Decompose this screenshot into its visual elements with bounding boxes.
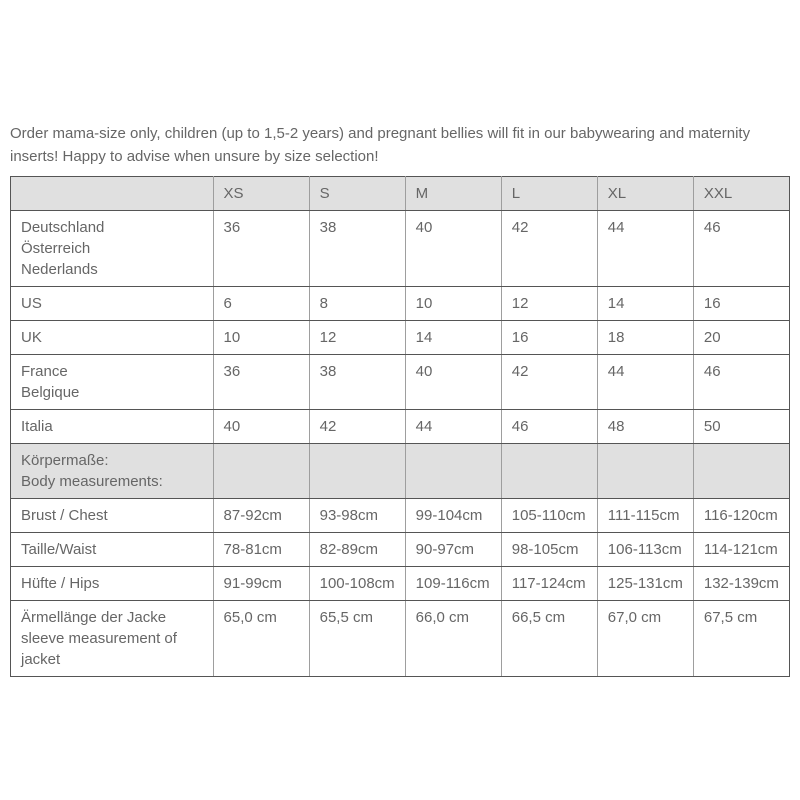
value-cell: 12: [309, 321, 405, 355]
section-label-line: Body measurements:: [21, 473, 163, 490]
value-cell: 10: [213, 321, 309, 355]
value-cell: 16: [501, 321, 597, 355]
table-row-hips: [11, 567, 790, 601]
header-cell-s: S: [309, 177, 405, 211]
section-label-line: Körpermaße:: [21, 452, 109, 469]
value-cell: 44: [597, 355, 693, 410]
header-cell-empty: [11, 177, 214, 211]
value-cell: 48: [597, 410, 693, 444]
value-cell: 6: [213, 287, 309, 321]
header-cell-xs: XS: [213, 177, 309, 211]
row-label-line: Belgique: [21, 384, 80, 401]
value-cell: 105-110cm: [501, 499, 597, 533]
row-label-line: Österreich: [21, 240, 91, 257]
value-cell: 38: [309, 355, 405, 410]
value-cell: 20: [693, 321, 789, 355]
section-label: [11, 444, 214, 499]
value-cell: 44: [597, 211, 693, 287]
value-cell: [309, 444, 405, 499]
table-row-france: [11, 355, 790, 410]
value-cell: [213, 444, 309, 499]
intro-text: Order mama-size only, children (up to 1,5-2 years) and pregnant bellies will fit in our babywearing and maternity inserts! Happy to advise when unsure by size selection!: [10, 125, 751, 165]
value-cell: 40: [405, 355, 501, 410]
value-cell: 100-108cm: [309, 567, 405, 601]
table-row-deutschland: [11, 211, 790, 287]
row-label: Taille/Waist: [11, 533, 214, 567]
row-label: [11, 601, 214, 677]
value-cell: 132-139cm: [693, 567, 789, 601]
value-cell: 106-113cm: [597, 533, 693, 567]
value-cell: 87-92cm: [213, 499, 309, 533]
value-cell: 78-81cm: [213, 533, 309, 567]
value-cell: 50: [693, 410, 789, 444]
value-cell: 67,5 cm: [693, 601, 789, 677]
value-cell: 38: [309, 211, 405, 287]
table-row-italia: [11, 410, 790, 444]
size-chart-table: [10, 176, 790, 677]
table-row-us: [11, 287, 790, 321]
value-cell: 66,0 cm: [405, 601, 501, 677]
row-label-line: Deutschland: [21, 219, 105, 236]
value-cell: 36: [213, 211, 309, 287]
row-label: Brust / Chest: [11, 499, 214, 533]
value-cell: 125-131cm: [597, 567, 693, 601]
header-cell-xxl: XXL: [693, 177, 789, 211]
row-label-line: Nederlands: [21, 261, 98, 278]
value-cell: 14: [597, 287, 693, 321]
row-label-line: sleeve measurement of jacket: [21, 630, 177, 668]
header-cell-m: M: [405, 177, 501, 211]
value-cell: 111-115cm: [597, 499, 693, 533]
table-row-uk: [11, 321, 790, 355]
row-label: [11, 211, 214, 287]
row-label: Italia: [11, 410, 214, 444]
header-cell-xl: XL: [597, 177, 693, 211]
value-cell: 42: [501, 211, 597, 287]
value-cell: 40: [405, 211, 501, 287]
value-cell: 65,0 cm: [213, 601, 309, 677]
value-cell: 93-98cm: [309, 499, 405, 533]
value-cell: 117-124cm: [501, 567, 597, 601]
value-cell: 114-121cm: [693, 533, 789, 567]
table-header-row: [11, 177, 790, 211]
value-cell: [501, 444, 597, 499]
value-cell: 12: [501, 287, 597, 321]
value-cell: 10: [405, 287, 501, 321]
value-cell: 82-89cm: [309, 533, 405, 567]
row-label-line: France: [21, 363, 68, 380]
value-cell: 42: [501, 355, 597, 410]
value-cell: 65,5 cm: [309, 601, 405, 677]
value-cell: 109-116cm: [405, 567, 501, 601]
row-label-line: Ärmellänge der Jacke: [21, 609, 167, 626]
row-label: [11, 355, 214, 410]
table-section-row-body-measurements: [11, 444, 790, 499]
value-cell: 67,0 cm: [597, 601, 693, 677]
value-cell: [693, 444, 789, 499]
header-cell-l: L: [501, 177, 597, 211]
value-cell: 42: [309, 410, 405, 444]
value-cell: 18: [597, 321, 693, 355]
row-label: UK: [11, 321, 214, 355]
value-cell: 36: [213, 355, 309, 410]
value-cell: 16: [693, 287, 789, 321]
value-cell: 8: [309, 287, 405, 321]
value-cell: [597, 444, 693, 499]
value-cell: 46: [501, 410, 597, 444]
row-label: Hüfte / Hips: [11, 567, 214, 601]
table-row-chest: [11, 499, 790, 533]
value-cell: 91-99cm: [213, 567, 309, 601]
value-cell: 116-120cm: [693, 499, 789, 533]
value-cell: 46: [693, 211, 789, 287]
value-cell: 40: [213, 410, 309, 444]
value-cell: 98-105cm: [501, 533, 597, 567]
table-row-waist: [11, 533, 790, 567]
value-cell: 46: [693, 355, 789, 410]
value-cell: 90-97cm: [405, 533, 501, 567]
row-label: US: [11, 287, 214, 321]
table-row-sleeve: [11, 601, 790, 677]
value-cell: 66,5 cm: [501, 601, 597, 677]
value-cell: 44: [405, 410, 501, 444]
value-cell: 14: [405, 321, 501, 355]
value-cell: [405, 444, 501, 499]
value-cell: 99-104cm: [405, 499, 501, 533]
